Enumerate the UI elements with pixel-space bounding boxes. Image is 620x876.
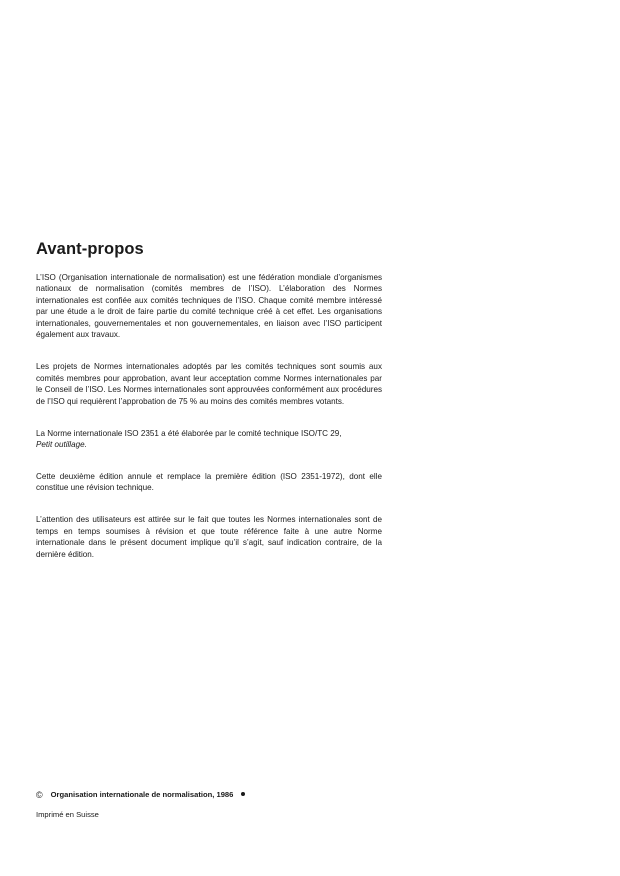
paragraph-revision-notice: L’attention des utilisateurs est attirée sur le fait que toutes les Normes internationales sont de temps en temps soumises à révision et que toute référence faite à une autre Norme internationale dans le présent document implique qu’il s’agit, sauf indication contraire, de la dernière édition. bbox=[36, 515, 382, 559]
paragraph-approval: Les projets de Normes internationales adoptés par les comités techniques sont soumis aux comités membres pour approbation, avant leur acceptation comme Normes internationales par le Conseil de l’ISO. Les Normes internationales sont approuvées conformément aux procédures de l’ISO qui requièrent l’approbation de 75 % au moins des comités membres votants. bbox=[36, 362, 382, 406]
copyright-text: Organisation internationale de normalisation, 1986 bbox=[50, 790, 234, 799]
committee-subject: Petit outillage. bbox=[36, 439, 87, 449]
bullet-icon bbox=[241, 792, 245, 796]
page-title: Avant-propos bbox=[36, 240, 144, 258]
foreword-body bbox=[36, 272, 382, 581]
paragraph-committee bbox=[36, 428, 382, 451]
printed-in-line: Imprimé en Suisse bbox=[36, 810, 99, 819]
paragraph-edition: Cette deuxième édition annule et remplace la première édition (ISO 2351-1972), dont elle constitue une révision technique. bbox=[36, 471, 382, 493]
committee-text: La Norme internationale ISO 2351 a été élaborée par le comité technique ISO/TC 29, bbox=[36, 428, 342, 438]
copyright-line bbox=[36, 790, 245, 800]
copyright-icon: © bbox=[36, 790, 43, 800]
paragraph-iso-intro: L’ISO (Organisation internationale de normalisation) est une fédération mondiale d’organismes nationaux de normalisation (comités membres de l’ISO). L’élaboration des Normes internationales est confiée aux comités techniques de l’ISO. Chaque comité membre intéressé par une étude a le droit de faire partie du comité technique créé à cet effet. Les organisations internationales, gouvernementales et non gouvernementales, en liaison avec l’ISO participent également aux travaux. bbox=[36, 273, 382, 340]
